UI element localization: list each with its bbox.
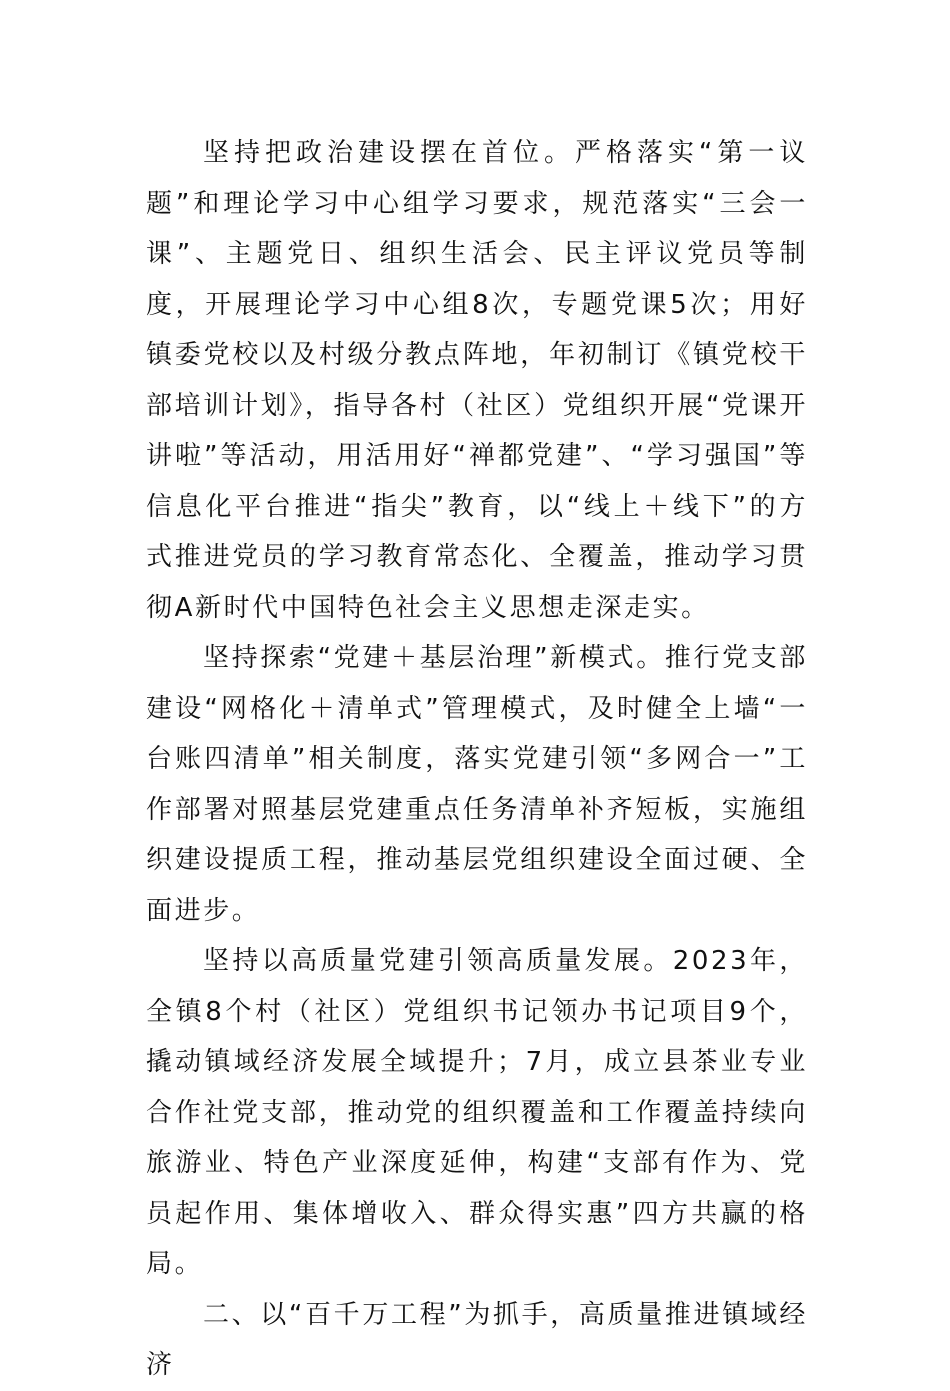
section-heading-two: 二、以“百千万工程”为抓手，高质量推进镇域经济	[146, 1299, 808, 1380]
paragraph-grassroots-governance: 坚持探索“党建＋基层治理”新模式。推行党支部建设“网格化＋清单式”管理模式，及时健全上墙“一台账四清单”相关制度，落实党建引领“多网合一”工作部署对照基层党建重点任务清单补齐短板，实施组织建设提质工程，推动基层党组织建设全面过硬、全面进步。	[146, 643, 808, 926]
paragraph-political-building: 坚持把政治建设摆在首位。严格落实“第一议题”和理论学习中心组学习要求，规范落实“三会一课”、主题党日、组织生活会、民主评议党员等制度，开展理论学习中心组8次，专题党课5次；用好镇委党校以及村级分教点阵地，年初制订《镇党校干部培训计划》，指导各村（社区）党组织开展“党课开讲啦”等活动，用活用好“禅都党建”、“学习强国”等信息化平台推进“指尖”教育，以“线上＋线下”的方式推进党员的学习教育常态化、全覆盖，推动学习贯彻A新时代中国特色社会主义思想走深走实。	[146, 138, 808, 623]
paragraph-high-quality-development: 坚持以高质量党建引领高质量发展。2023年，全镇8个村（社区）党组织书记领办书记项目9个，撬动镇域经济发展全域提升；7月，成立县茶业专业合作社党支部，推动党的组织覆盖和工作覆盖持续向旅游业、特色产业深度延伸，构建“支部有作为、党员起作用、集体增收入、群众得实惠”四方共赢的格局。	[146, 946, 808, 1279]
document-body	[146, 128, 808, 1391]
